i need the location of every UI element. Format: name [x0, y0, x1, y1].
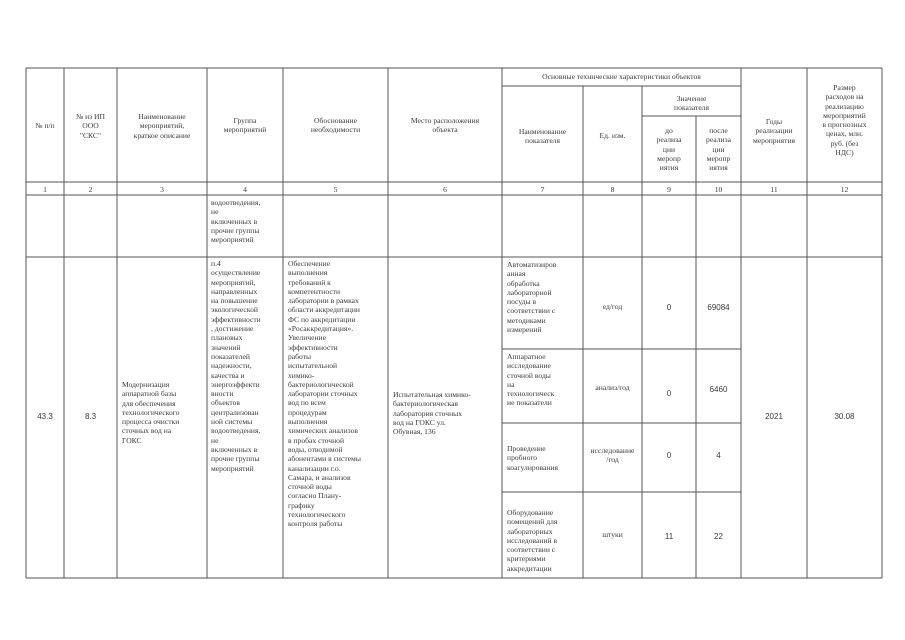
indicator-1-name: Автоматизиров анная обработка лабораторной посуды в соответствии с методиками измерений	[507, 260, 557, 335]
col-number-9: 9	[667, 185, 671, 194]
col-number-8: 8	[610, 185, 615, 194]
col-number-6: 6	[443, 185, 447, 194]
indicator-3-before: 0	[666, 451, 672, 460]
header-justification: Обоснование необходимости	[310, 116, 361, 135]
continuation-group-text: водоотведения, не включенных в прочие группы мероприятий	[211, 198, 261, 245]
indicator-3-after: 4	[716, 451, 721, 460]
indicator-4-unit: штуки	[602, 530, 623, 539]
col-number-12: 12	[840, 185, 849, 194]
col-number-5: 5	[333, 185, 338, 194]
indicator-1-unit: ед/год	[602, 302, 623, 311]
header-num: № п/п	[35, 121, 55, 130]
row-cost: 30.08	[834, 412, 855, 421]
col-number-2: 2	[88, 185, 93, 194]
header-value-before: до реализа ции меропр иятия	[656, 126, 682, 173]
col-number-11: 11	[770, 185, 778, 194]
header-unit: Ед. изм.	[599, 131, 626, 140]
header-indicator-value: Значение показателя	[674, 94, 709, 113]
indicator-1-before: 0	[666, 303, 672, 312]
indicator-2-after: 6460	[709, 385, 728, 394]
indicator-4-before: 11	[664, 532, 674, 541]
row-years: 2021	[765, 412, 783, 421]
header-years: Годы реализации мероприятия	[752, 117, 796, 145]
indicator-2-before: 0	[666, 389, 672, 398]
row-ip-num: 8.3	[84, 412, 97, 421]
header-ip-num: № из ИП ООО "СКС"	[75, 112, 106, 140]
indicator-3-name: Проведение пробного коагулирования	[507, 444, 558, 472]
indicator-2-unit: анализ/год	[595, 383, 630, 392]
row-measure-group: п.4 осуществление мероприятий, направленных на повышение экологической эффективности , достижение плановых значений показателей надежности, качества и энергоэффекти вности объектов централизован ной системы водоотведения, не включенных в прочие группы мероприятий	[211, 259, 261, 473]
col-number-4: 4	[243, 185, 247, 194]
indicator-4-after: 22	[714, 532, 723, 541]
indicator-2-name: Аппаратное исследование сточной воды на технологическ ие показатели	[507, 352, 555, 408]
col-number-10: 10	[714, 185, 723, 194]
col-number-1: 1	[43, 185, 47, 194]
indicator-3-unit: исследование /год	[590, 446, 635, 465]
col-number-7: 7	[540, 185, 545, 194]
header-indicator-name: Наименование показателя	[518, 127, 567, 146]
header-measure-group: Группа мероприятий	[223, 116, 267, 135]
row-num: 43.3	[37, 412, 53, 421]
row-location: Испытательная химико- бактериологическая лаборатория сточных вод на ГОКС ул. Обувная, 136	[393, 390, 471, 437]
header-location: Место расположения объекта	[410, 116, 480, 135]
indicator-1-after: 69084	[707, 303, 730, 312]
indicator-4-name: Оборудование помещений для лабораторных исследований в соответствии с критериями аккредитации	[507, 508, 558, 573]
header-measure-name: Наименование мероприятий, краткое описание	[133, 112, 191, 140]
header-tech-characteristics: Основные технические характеристики объектов	[542, 72, 701, 81]
header-value-after: после реализа ции меропр иятия	[706, 126, 731, 173]
row-measure-name: Модернизация аппаратной базы для обеспечения технологического процесса очистки сточных вод на ГОКС	[122, 380, 180, 445]
header-cost: Размер расходов на реализацию мероприятий в прогнозных ценах, млн. руб. (без НДС)	[822, 83, 867, 158]
row-justification: Обеспечение выполнения требований к компетентности лаборатории в рамках области аккредитации ФС по аккредитации «Росаккредитация». Увеличение эффективности работы испытательной химико- бактериологической лаборатории сточных вод по всем процедурам выполнения химических анализов в пробах сточной воды, отводимой абонентами в системы канализации г.о. Самара, и анализов сточной воды согласно Плану- графику технологического контроля работы	[288, 259, 361, 529]
col-number-3: 3	[160, 185, 164, 194]
